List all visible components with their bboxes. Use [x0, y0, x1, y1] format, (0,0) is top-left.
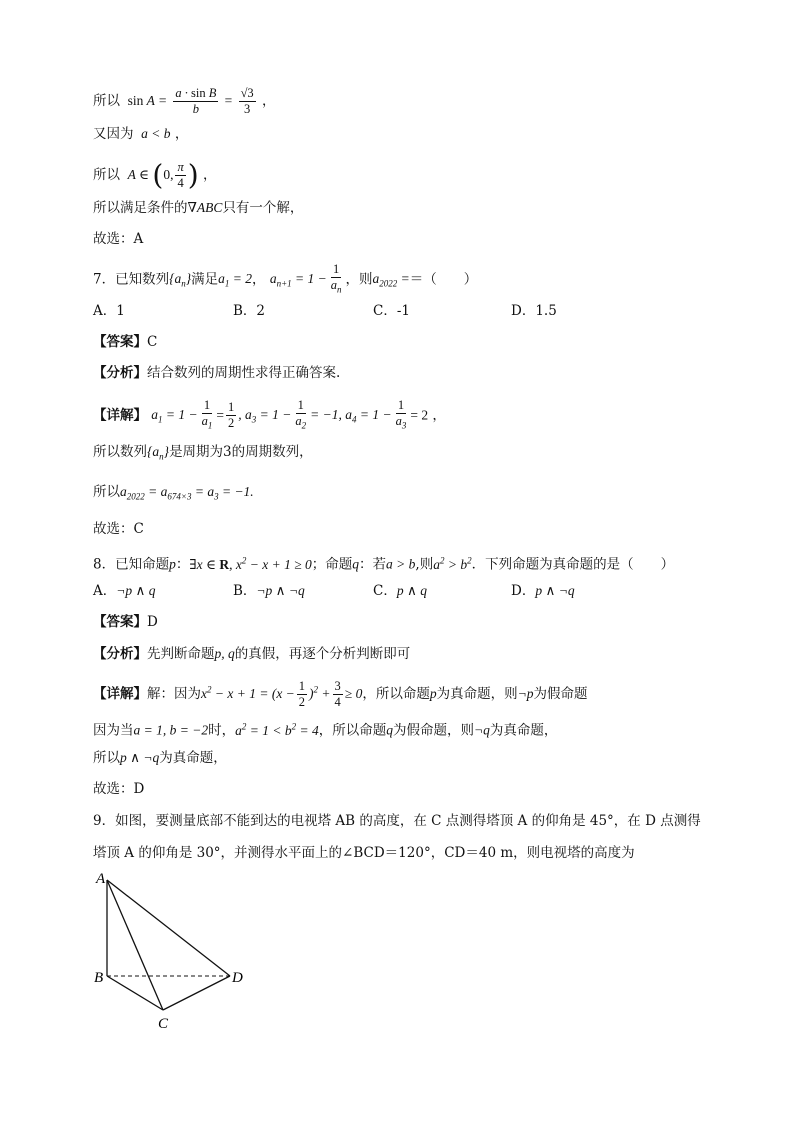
- q8-option-c[interactable]: C．p ∧ q: [373, 583, 427, 599]
- q8-options: [93, 581, 575, 601]
- q8-option-d[interactable]: D．p ∧ ¬q: [511, 583, 575, 599]
- q9-figure: [90, 866, 270, 1036]
- q7-option-d[interactable]: D．1.5: [511, 303, 557, 319]
- fig-label-B: B: [94, 970, 104, 986]
- q8-choice: 故选：D: [93, 781, 145, 797]
- q7-stem: 7．已知数列$\{a_n\}$满足$a_1 = 2$， $a_{n+1} = 1$ − $\frac{1}{a_n}$ ，则$a_{2022}$ =＝（ ）: [93, 262, 478, 295]
- q8-detail: 【详解】解：因为$x^2 - x + 1 = (x$ − $\frac{1}{2}$ )$^2$ + $\frac{3}{4}$ ≥ 0，所以命题p为真命题，则¬p为假命题: [93, 679, 588, 709]
- fig-label-A: A: [96, 871, 106, 887]
- q7-option-b[interactable]: B．2: [233, 303, 266, 319]
- solution-line-A-range: 所以 A ∈ (0, $\frac{\pi}{4}$ ) ，: [93, 158, 217, 192]
- q8-answer: 【答案】D: [93, 614, 158, 630]
- fig-label-C: C: [158, 1016, 169, 1032]
- q7-result: 所以$a_{2022} = a_{674\times 3} = a_3 = -1$.: [93, 484, 254, 502]
- formula-sinA: sin A =: [127, 93, 168, 108]
- q7-options: [93, 301, 557, 321]
- q8-detail-3: 所以p ∧ ¬q为真命题，: [93, 750, 227, 766]
- q7-choice: 故选：C: [93, 521, 144, 537]
- q8-stem: 8．已知命题p：∃x ∈ R, $x^2 - x + 1 \ge 0$；命题q：若a > b,则$a^2 > b^2$．下列命题为真命题的是（ ）: [93, 555, 675, 573]
- q8-option-a[interactable]: A．¬p ∧ q: [93, 583, 156, 599]
- q9-stem-1: 9．如图，要测量底部不能到达的电视塔 AB 的高度，在 C 点测得塔顶 A 的仰角是 45°，在 D 点测得: [93, 813, 701, 829]
- q7-analysis: 【分析】结合数列的周期性求得正确答案.: [93, 365, 341, 381]
- q7-detail: 【详解】 $a_1 = 1$ − $\frac{1}{a_1}$ = $\frac{1}{2}$ , $a_3 = 1$ − $\frac{1}{a_2}$ = −1, $a_4 = 1$ − $\frac{1}{a_3}$ = 2 ，: [93, 398, 446, 431]
- choice-line-prev: 故选：A: [93, 231, 144, 247]
- solution-line-unique: 所以满足条件的∇ABC只有一个解，: [93, 200, 304, 216]
- q9-stem-2: 塔顶 A 的仰角是 30°，并测得水平面上的∠BCD＝120°，CD＝40 m，则电视塔的高度为: [93, 845, 635, 861]
- solution-line-sinA: 所以 sin A = $\frac{\text{a · sin B}}{b}$ = $\frac{√3}{3}$ ，: [93, 86, 276, 116]
- q7-option-c[interactable]: C．-1: [373, 303, 410, 319]
- q8-detail-2: 因为当a = 1, b = −2时，$a^2 = 1 < b^2 = 4$，所以命题q为假命题，则¬q为真命题，: [93, 721, 558, 739]
- q7-answer: 【答案】C: [93, 334, 158, 350]
- fig-label-D: D: [232, 970, 243, 986]
- q8-option-b[interactable]: B．¬p ∧ ¬q: [233, 583, 305, 599]
- q8-analysis: 【分析】先判断命题p, q的真假，再逐个分析判断即可: [93, 646, 411, 662]
- solution-line-a-less-b: 又因为 a < b ，: [93, 126, 189, 142]
- q7-option-a[interactable]: A．1: [93, 303, 125, 319]
- q7-periodic: 所以数列$\{a_n\}$是周期为3的周期数列，: [93, 444, 313, 462]
